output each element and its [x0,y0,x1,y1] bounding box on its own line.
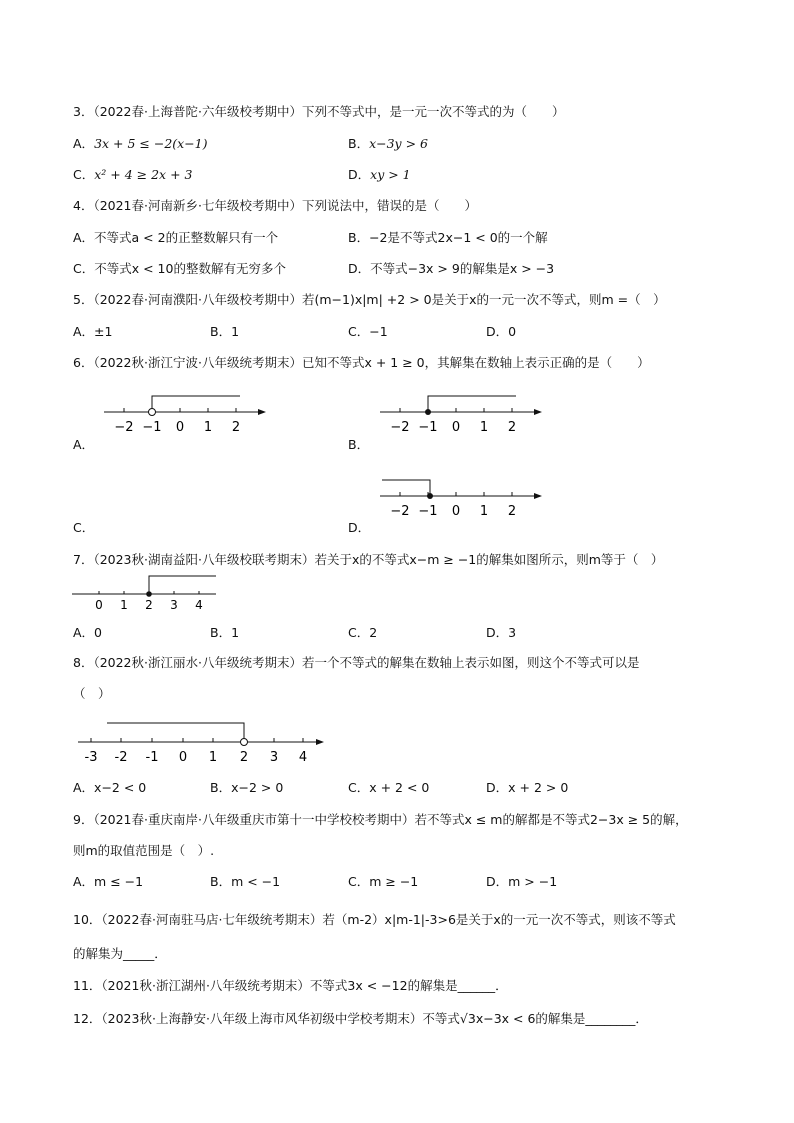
q8-tick-3: 0 [178,750,188,765]
q8-numberline [74,716,330,766]
q6d-tick-2: 0 [451,504,461,519]
q3-option-c[interactable] [73,167,192,183]
q9-option-a[interactable]: A．m ≤ −1 [73,874,144,889]
q6-option-a-numberline [100,390,270,436]
q6a-tick-2: 0 [175,420,185,435]
q4-option-c[interactable]: C．不等式x < 10的整数解有无穷多个 [73,261,286,276]
question-6-stem: 6．（2022秋·浙江宁波·八年级统考期末）已知不等式x + 1 ≥ 0，其解集在数轴上表示正确的是（ ） [73,355,650,370]
question-8-stem-line2: （ ） [73,686,111,701]
question-12-stem: 12．（2023秋·上海静安·八年级上海市风华初级中学校考期末）不等式√3x−3x < 6的解集是________． [73,1011,648,1026]
question-11-stem: 11．（2021秋·浙江湖州·八年级统考期末）不等式3x < −12的解集是______． [73,978,508,993]
q6-option-a[interactable]: A． [73,437,95,452]
q8-tick-2: -1 [145,750,159,765]
q6-option-d[interactable]: D． [348,520,371,535]
q6-option-c[interactable]: C． [73,520,95,535]
q5-option-c[interactable]: C．−1 [348,324,388,339]
q7-tick-1: 1 [120,598,128,612]
q9-option-b[interactable]: B．m < −1 [210,874,281,889]
q4-option-b[interactable]: B．−2是不等式2x−1 < 0的一个解 [348,230,548,245]
q7-option-d[interactable]: D．3 [486,625,517,640]
question-4-stem: 4．（2021春·河南新乡·七年级校考期中）下列说法中，错误的是（ ） [73,198,477,213]
q4-option-a[interactable]: A．不等式a < 2的正整数解只有一个 [73,230,279,245]
question-9-stem-line2: 则m的取值范围是（ ）. [73,843,215,858]
question-10-stem-line2: 的解集为_____． [73,946,167,961]
q3-option-a[interactable] [73,136,208,152]
q7-option-a[interactable]: A．0 [73,625,103,640]
q7-tick-2: 2 [145,598,153,612]
question-5-stem: 5．（2022春·河南濮阳·八年级校考期中）若(m−1)x|m| +2 > 0是关于x的一元一次不等式，则m =（ ） [73,292,666,307]
q7-tick-4: 4 [195,598,203,612]
q8-tick-4: 1 [208,750,218,765]
q7-option-c[interactable]: C．2 [348,625,378,640]
q9-option-c[interactable]: C．m ≥ −1 [348,874,419,889]
q6d-tick-3: 1 [479,504,489,519]
q3-option-a-expr: 3x + 5 ≤ −2(x−1) [94,136,208,151]
q3-option-d-label: D． [348,167,371,182]
question-8-stem-line1: 8．（2022秋·浙江丽水·八年级统考期末）若一个不等式的解集在数轴上表示如图，则这个不等式可以是 [73,655,640,670]
q8-tick-7: 4 [298,750,308,765]
q5-option-d[interactable]: D．0 [486,324,517,339]
q6b-tick-0: −2 [390,420,410,435]
question-7-stem: 7．（2023秋·湖南益阳·八年级校联考期末）若关于x的不等式x−m ≥ −1的解集如图所示，则m等于（ ） [73,552,664,567]
q8-tick-5: 2 [239,750,249,765]
q6b-tick-3: 1 [479,420,489,435]
q6d-tick-1: −1 [418,504,438,519]
q7-numberline [70,572,220,614]
q7-tick-0: 0 [95,598,103,612]
q3-option-a-label: A． [73,136,95,151]
q6a-tick-0: −2 [114,420,134,435]
q6b-tick-1: −1 [418,420,438,435]
q6-option-b[interactable]: B． [348,437,370,452]
q4-option-d[interactable]: D．不等式−3x > 9的解集是x > −3 [348,261,555,276]
q6d-tick-0: −2 [390,504,410,519]
q8-option-b[interactable]: B．x−2 > 0 [210,780,284,795]
q8-option-d[interactable]: D．x + 2 > 0 [486,780,569,795]
question-9-stem-line1: 9．（2021春·重庆南岸·八年级重庆市第十一中学校校考期中）若不等式x ≤ m的解都是不等式2−3x ≥ 5的解， [73,812,688,827]
q3-option-b[interactable] [348,136,428,152]
q3-option-b-label: B． [348,136,370,151]
q8-option-a[interactable]: A．x−2 < 0 [73,780,147,795]
q6b-tick-4: 2 [507,420,517,435]
q7-option-b[interactable]: B．1 [210,625,240,640]
q3-option-c-label: C． [73,167,95,182]
q3-option-d-expr: xy > 1 [370,167,411,182]
q6a-tick-3: 1 [203,420,213,435]
question-3-stem: 3．（2022春·上海普陀·六年级校考期中）下列不等式中，是一元一次不等式的为（ ） [73,104,565,119]
q9-option-d[interactable]: D．m > −1 [486,874,558,889]
question-10-stem-line1: 10．（2022春·河南驻马店·七年级统考期末）若（m-2）x|m-1|-3>6是关于x的一元一次不等式，则该不等式 [73,912,676,927]
q3-option-c-expr: x² + 4 ≥ 2x + 3 [94,167,193,182]
q6-option-b-numberline [376,390,546,436]
q6a-tick-4: 2 [231,420,241,435]
q5-option-a[interactable]: A．±1 [73,324,113,339]
q6a-tick-1: −1 [142,420,162,435]
q8-tick-0: -3 [84,750,98,765]
q8-tick-6: 3 [269,750,279,765]
q8-tick-1: -2 [114,750,128,765]
q3-option-b-expr: x−3y > 6 [369,136,428,151]
q8-option-c[interactable]: C．x + 2 < 0 [348,780,430,795]
q6b-tick-2: 0 [451,420,461,435]
q6d-tick-4: 2 [507,504,517,519]
q3-option-d[interactable] [348,167,411,183]
q7-tick-3: 3 [170,598,178,612]
q6-option-d-numberline [376,474,546,520]
q5-option-b[interactable]: B．1 [210,324,240,339]
